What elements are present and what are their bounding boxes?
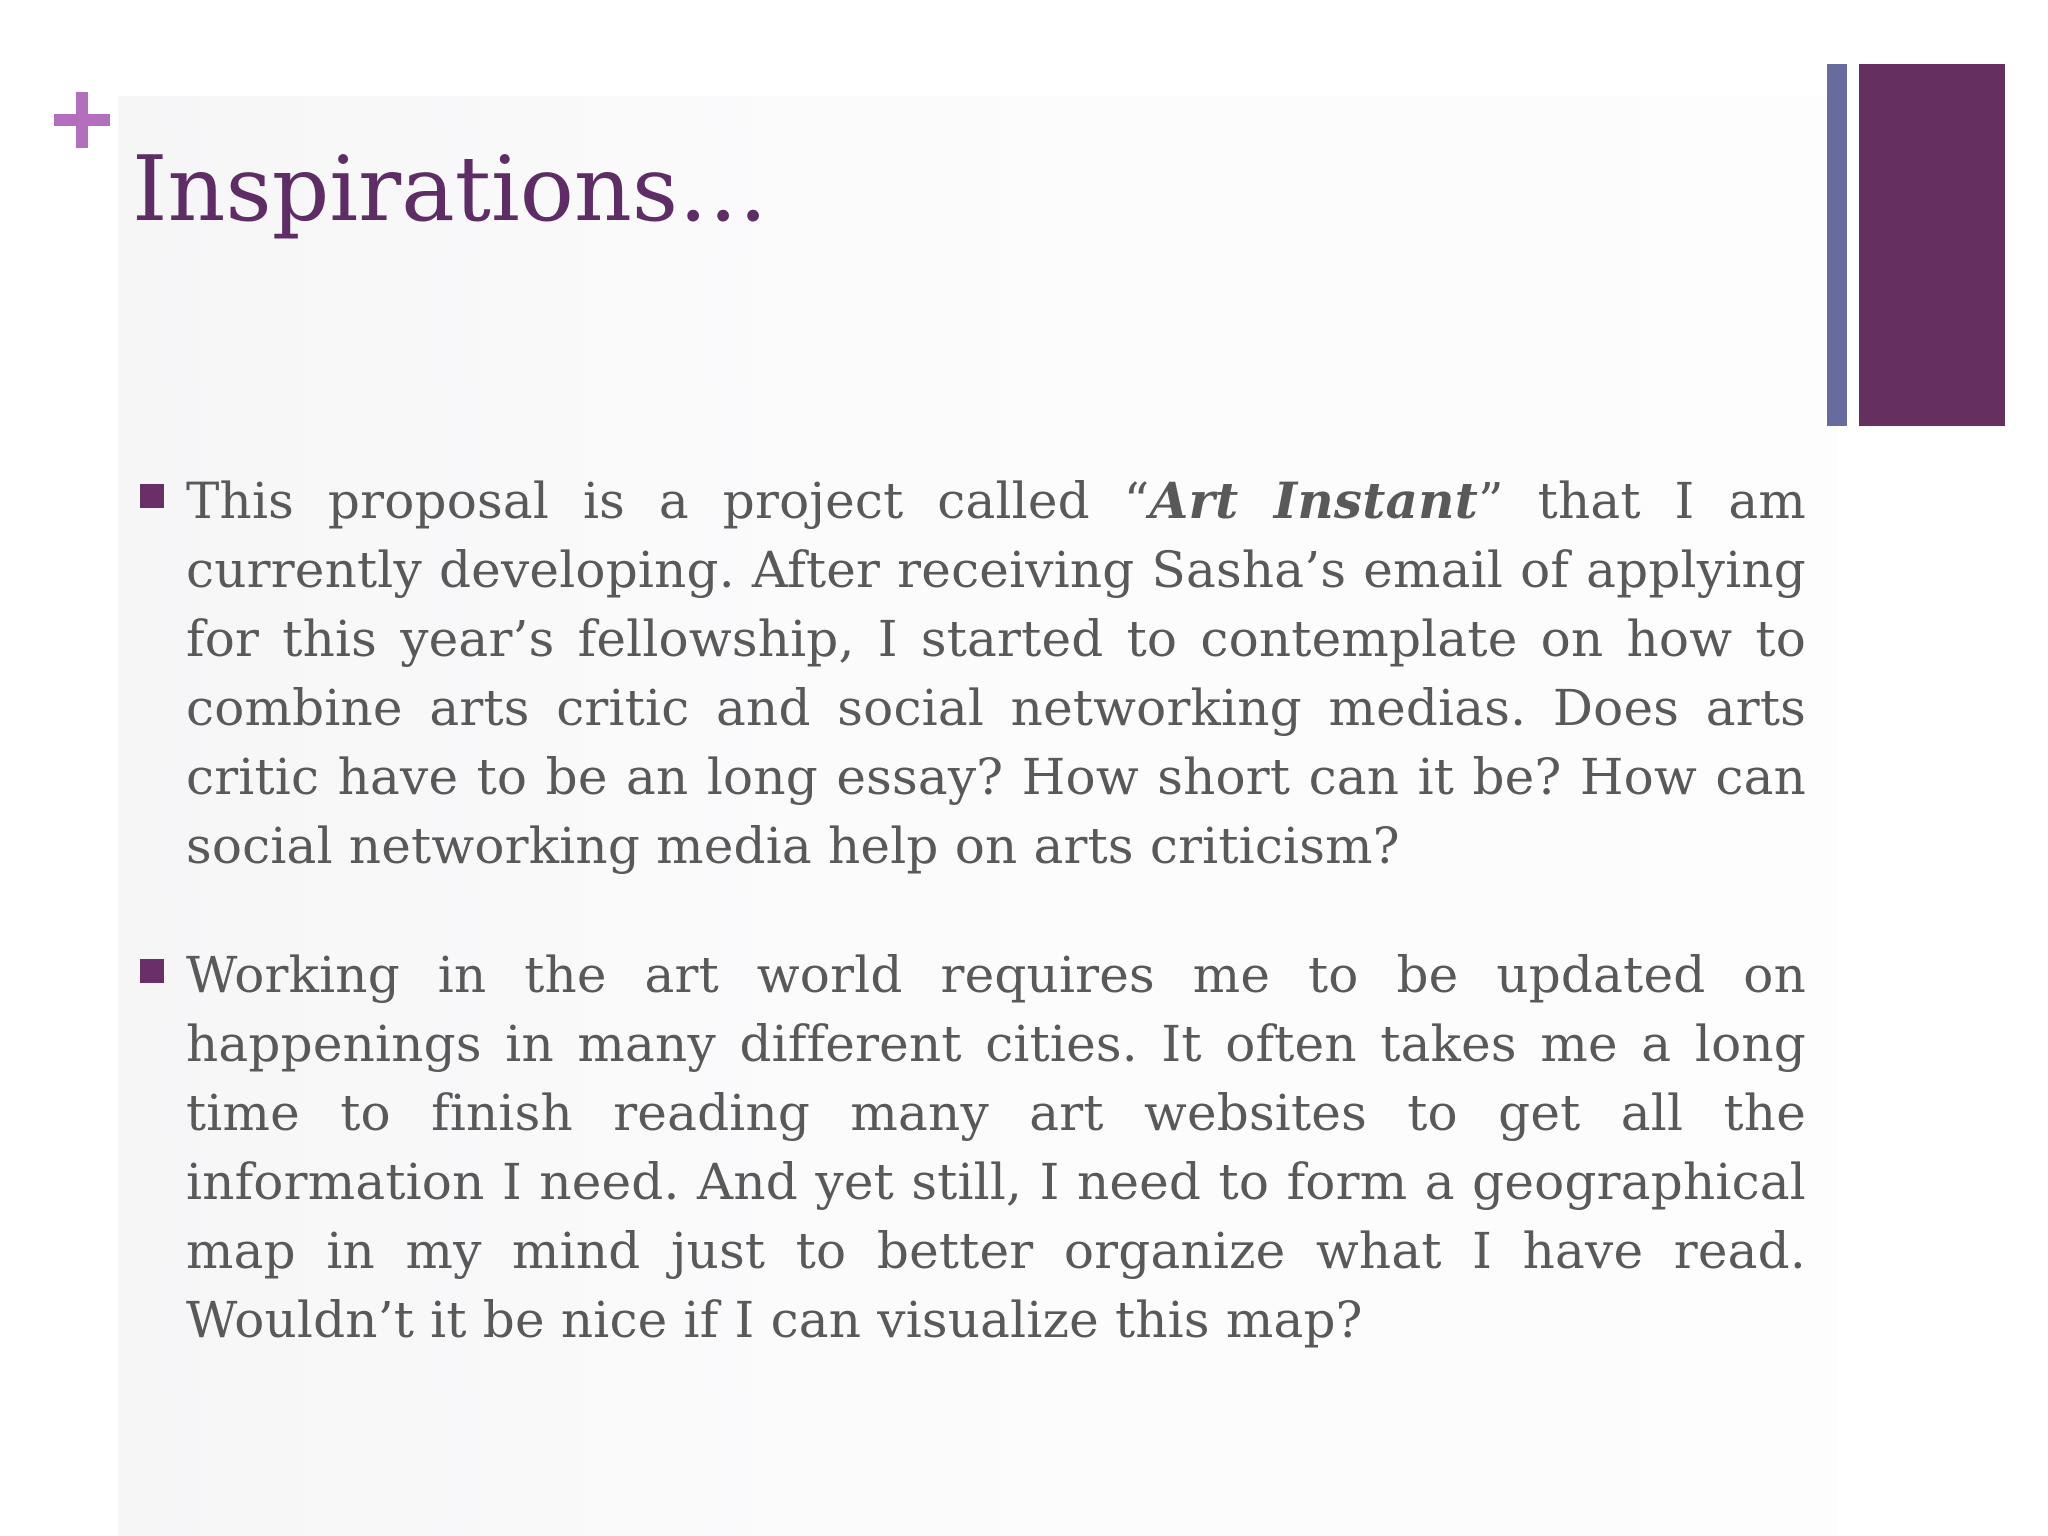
bullet-text: Working in the art world requires me to be updated on happenings in many different cities. It often takes me a long time to finish reading many art websites to get all the information I need. And yet still, I need to form a geographical map in my mind just to better organize what I have read. Wouldn’t it be nice if I can visualize this map? — [186, 946, 1806, 1349]
project-name-emphasis: Art Instant — [1149, 471, 1478, 530]
slide-title: Inspirations… — [132, 137, 769, 242]
plus-icon — [54, 92, 110, 148]
bullet-list — [138, 466, 1806, 1355]
square-bullet-icon — [140, 484, 164, 508]
bullet-text-after: ” that I am currently developing. After receiving Sasha’s email of applying for this year’s fellowship, I started to contemplate on how to combine arts critic and social networking medias. Does arts critic have to be an long essay? How short can it be? How can social networking media help on arts criticism? — [186, 472, 1806, 875]
plus-icon-vertical-stroke — [76, 92, 88, 148]
bullet-item-proposal — [138, 466, 1806, 881]
bullet-text-before: This proposal is a project called “ — [186, 472, 1150, 530]
decorative-bar-wide — [1859, 64, 2005, 426]
bullet-item-art-world — [138, 941, 1806, 1355]
decorative-bar-thin — [1827, 64, 1847, 426]
square-bullet-icon — [140, 959, 164, 983]
